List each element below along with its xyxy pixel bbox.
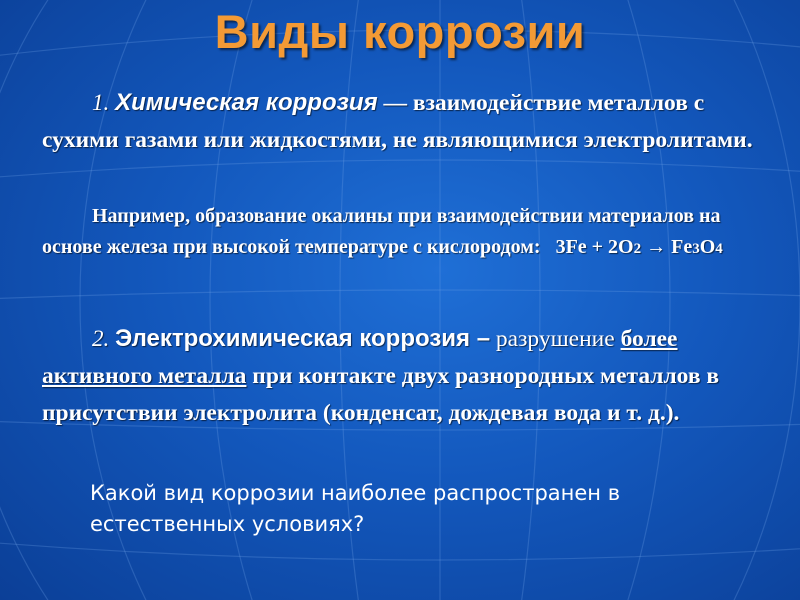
section2-dash: – <box>470 325 491 352</box>
example-text: Например, образование окалины при взаимодействии материалов на основе железа при высокой температуре с кислородом: <box>42 205 721 258</box>
equation-arrow: → Fe <box>641 236 693 258</box>
equation <box>556 236 723 258</box>
section2-text-end: при контакте двух разнородных металлов в присутствии электролита (конденсат, дождевая вода и т. д.). <box>42 363 720 426</box>
section1-heading: Химическая коррозия <box>115 89 378 116</box>
section2-heading: Электрохимическая коррозия <box>115 325 471 352</box>
question-text: Какой вид коррозии наиболее распространен в естественных условиях? <box>90 481 621 536</box>
equation-sub-fe: 3 <box>692 241 700 257</box>
section2-number: 2. <box>92 326 110 351</box>
section2-underlined: более активного металла <box>42 326 678 389</box>
section1-definition: — взаимодействие металлов с сухими газами или жидкостями, не являющимися электролитами. <box>42 90 753 153</box>
slide-title: Виды коррозии <box>214 5 586 58</box>
chemical-corrosion-paragraph <box>42 84 782 159</box>
section1-number: 1. <box>92 90 110 115</box>
electrochemical-corrosion-paragraph <box>42 320 782 432</box>
equation-left: 3Fe + 2O <box>555 236 634 258</box>
equation-sub-o2: 2 <box>633 241 642 257</box>
equation-o: O <box>699 236 716 258</box>
example-paragraph <box>42 201 782 265</box>
section2-text-start: разрушение <box>495 326 621 352</box>
equation-sub-o4: 4 <box>715 241 723 257</box>
